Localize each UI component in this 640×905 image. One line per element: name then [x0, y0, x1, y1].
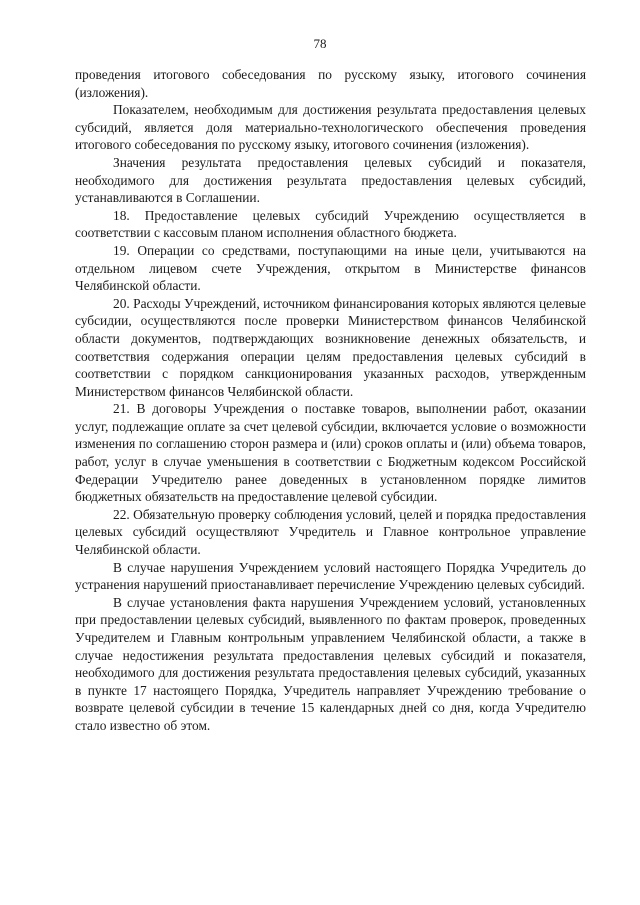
- paragraph-continuation: проведения итогового собеседования по русскому языку, итогового сочинения (изложения).: [75, 67, 586, 100]
- document-body: [75, 66, 586, 735]
- paragraph-item-19: 19. Операции со средствами, поступающими на иные цели, учитываются на отдельном лицевом счете Учреждения, открытом в Министерстве финансов Челябинской области.: [75, 242, 586, 294]
- paragraph-violation-suspension: В случае нарушения Учреждением условий настоящего Порядка Учредитель до устранения нарушений приостанавливает перечисление Учреждению целевых субсидий.: [75, 559, 586, 593]
- paragraph-item-18: 18. Предоставление целевых субсидий Учреждению осуществляется в соответствии с кассовым планом исполнения областного бюджета.: [75, 207, 586, 241]
- paragraph-item-20: 20. Расходы Учреждений, источником финансирования которых являются целевые субсидии, осуществляются после проверки Министерством финансов Челябинской области документов, подтверждающих возникновение денежных обязательств, и соответствия содержания операции целям предоставления целевых субсидий в соответствии с порядком санкционирования указанных расходов, утвержденным Министерством финансов Челябинской области.: [75, 295, 586, 399]
- paragraph-violation-refund: В случае установления факта нарушения Учреждением условий, установленных при предоставлении целевых субсидий, выявленного по фактам проверок, проведенных Учредителем и Главным контрольным управлением Челябинской области, а также в случае недостижения результата предоставления целевых субсидий и показателя, необходимого для достижения результата предоставления целевых субсидий, указанных в пункте 17 настоящего Порядка, Учредитель направляет Учреждению требование о возврате целевой субсидии в течение 15 календарных дней со дня, когда Учредителю стало известно об этом.: [75, 594, 586, 733]
- page-number: 78: [313, 36, 327, 51]
- paragraph-indicator: Показателем, необходимым для достижения результата предоставления целевых субсидий, является доля материально-технологического обеспечения проведения итогового собеседования по русскому языку, итогового сочинения (изложения).: [75, 102, 586, 153]
- paragraph-item-21: 21. В договоры Учреждения о поставке товаров, выполнении работ, оказании услуг, подлежащие оплате за счет целевой субсидии, включается условие о возможности изменения по соглашению сторон размера и (или) сроков оплаты и (или) объема товаров, работ, услуг в случае уменьшения в соответствии с Бюджетным кодексом Российской Федерации Учредителю ранее доведенных в установленном порядке лимитов бюджетных обязательств на предоставление целевой субсидии.: [75, 401, 586, 505]
- paragraph-item-22: 22. Обязательную проверку соблюдения условий, целей и порядка предоставления целевых субсидий осуществляют Учредитель и Главное контрольное управление Челябинской области.: [75, 506, 586, 558]
- paragraph-result-values: Значения результата предоставления целевых субсидий и показателя, необходимого для достижения результата предоставления целевых субсидий, устанавливаются в Соглашении.: [75, 154, 586, 206]
